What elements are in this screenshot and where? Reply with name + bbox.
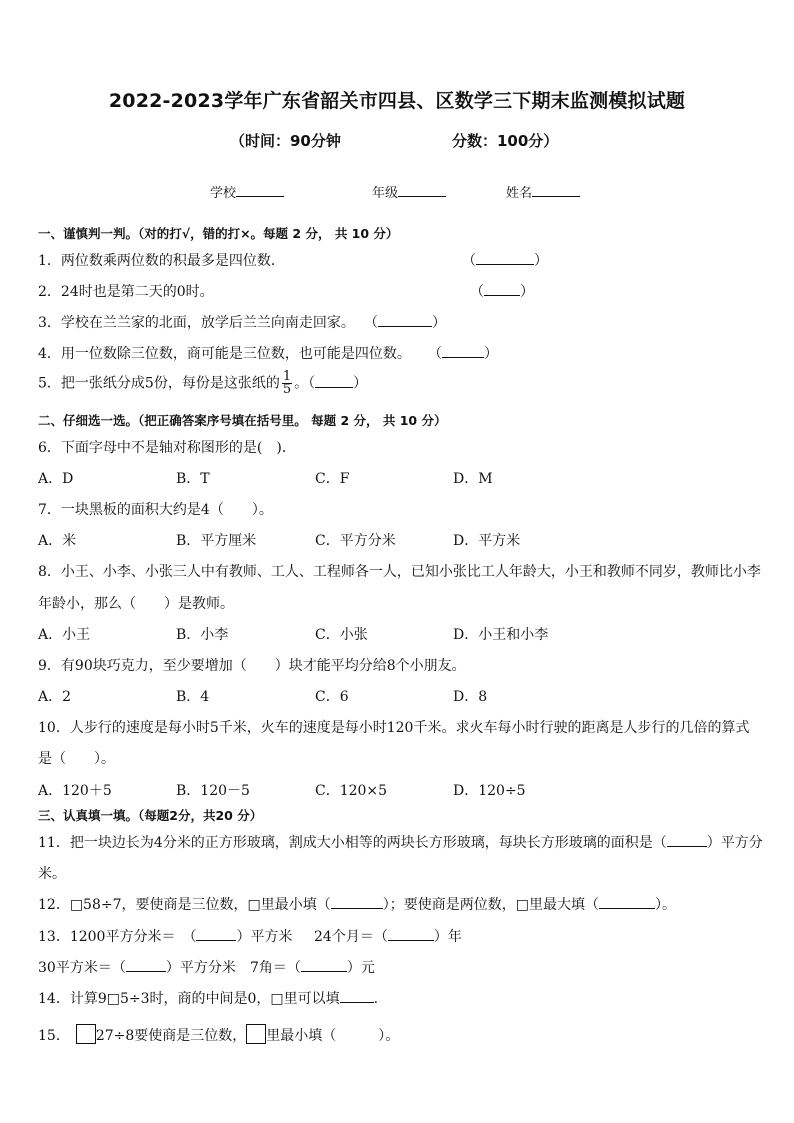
- name-field[interactable]: [506, 182, 580, 201]
- option-7d[interactable]: D．平方米: [453, 533, 521, 549]
- question-13-a: 13．1200平方分米＝ （ ）平方米: [38, 929, 293, 945]
- option-9c[interactable]: C．6: [315, 689, 349, 705]
- option-10c[interactable]: C．120×5: [315, 783, 388, 799]
- question-11-line-2: 米。: [38, 866, 66, 882]
- answer-blank-14[interactable]: [340, 989, 374, 1003]
- section-2-heading: 二、仔细选一选。（把正确答案序号填在括号里。 每题 2 分， 共 10 分）: [38, 413, 447, 428]
- answer-blank-13d[interactable]: [301, 958, 347, 972]
- school-label: 学校: [210, 186, 237, 201]
- question-6: 6．下面字母中不是轴对称图形的是( )．: [38, 440, 296, 456]
- question-13-d: 7角＝（ ）元: [250, 960, 375, 976]
- time-label: （时间：90分钟: [230, 132, 341, 150]
- option-7a[interactable]: A．米: [38, 533, 77, 549]
- option-8d[interactable]: D．小王和小李: [453, 627, 549, 643]
- answer-blank-1[interactable]: （ ）: [462, 253, 548, 269]
- answer-blank-13b[interactable]: [388, 927, 434, 941]
- page-title: 2022-2023学年广东省韶关市四县、区数学三下期末监测模拟试题: [108, 90, 686, 112]
- question-4: 4．用一位数除三位数，商可能是三位数，也可能是四位数。: [38, 346, 411, 362]
- question-11-line-1: 11．把一块边长为4分米的正方形玻璃，割成大小相等的两块长方形玻璃，每块长方形玻璃的面积是（ ）平方分: [38, 835, 763, 851]
- option-8b[interactable]: B．小李: [176, 627, 229, 643]
- answer-blank-11[interactable]: [667, 833, 707, 847]
- answer-blank-12a[interactable]: [331, 895, 383, 909]
- question-15: 15． 27÷8要使商是三位数， 里最小填（ ）。: [38, 1024, 399, 1045]
- question-3: 3．学校在兰兰家的北面，放学后兰兰向南走回家。: [38, 315, 355, 331]
- option-9a[interactable]: A．2: [38, 689, 72, 705]
- section-1-heading: 一、谨慎判一判。（对的打√，错的打×。每题 2 分， 共 10 分）: [38, 226, 399, 241]
- name-blank[interactable]: [532, 184, 580, 197]
- question-14: 14．计算9□5÷3时，商的中间是0，□里可以填 .: [38, 991, 379, 1007]
- answer-blank-12b[interactable]: [599, 895, 655, 909]
- option-10b[interactable]: B．120－5: [176, 783, 250, 799]
- question-1: 1．两位数乘两位数的积最多是四位数．: [38, 253, 285, 269]
- option-6d[interactable]: D．M: [453, 471, 493, 487]
- option-6c[interactable]: C．F: [315, 471, 350, 487]
- option-7b[interactable]: B．平方厘米: [176, 533, 257, 549]
- question-12: 12．□58÷7，要使商是三位数，□里最小填（ ）；要使商是两位数，□里最大填（ ）。: [38, 897, 676, 913]
- section-3-heading: 三、认真填一填。（每题2分，共20 分）: [38, 808, 263, 823]
- grade-blank[interactable]: [398, 184, 446, 197]
- name-label: 姓名: [506, 186, 533, 201]
- question-13-c: 30平方米＝（ ）平方分米: [38, 960, 236, 976]
- answer-blank-13a[interactable]: [196, 927, 236, 941]
- answer-blank-5[interactable]: [315, 374, 353, 388]
- grade-label: 年级: [372, 186, 399, 201]
- question-13-b: 24个月＝（ ）年: [314, 929, 462, 945]
- question-10-line-2: 是（ ）。: [38, 751, 115, 767]
- question-8-line-2: 年龄小，那么（ ）是教师。: [38, 596, 234, 612]
- answer-blank-3[interactable]: （ ）: [364, 315, 446, 331]
- school-field[interactable]: [210, 182, 284, 201]
- answer-blank-13c[interactable]: [126, 958, 166, 972]
- school-blank[interactable]: [236, 184, 284, 197]
- option-6b[interactable]: B．T: [176, 471, 210, 487]
- option-9d[interactable]: D．8: [453, 689, 488, 705]
- option-8c[interactable]: C．小张: [315, 627, 368, 643]
- option-10a[interactable]: A．120＋5: [38, 783, 112, 799]
- option-6a[interactable]: A．D: [38, 471, 74, 487]
- option-9b[interactable]: B．4: [176, 689, 210, 705]
- question-5: 5．把一张纸分成5份，每份是这张纸的 $\frac{1}{5}$ 。（ ）: [38, 369, 368, 397]
- question-9: 9．有90块巧克力，至少要增加（ ）块才能平均分给8个小朋友。: [38, 658, 466, 674]
- question-7: 7．一块黑板的面积大约是4（ ）。: [38, 502, 273, 518]
- option-8a[interactable]: A．小王: [38, 627, 91, 643]
- fraction: $\frac{1}{5}$: [282, 369, 292, 397]
- score-label: 分数：100分）: [452, 132, 559, 150]
- answer-blank-2[interactable]: （ ）: [470, 284, 534, 300]
- question-8-line-1: 8．小王、小李、小张三人中有教师、工人、工程师各一人，已知小张比工人年龄大，小王和教师不同岁，教师比小李: [38, 564, 761, 580]
- question-10-line-1: 10．人步行的速度是每小时5千米，火车的速度是每小时120千米。求火车每小时行驶的距离是人步行的几倍的算式: [38, 720, 750, 736]
- option-7c[interactable]: C．平方分米: [315, 533, 396, 549]
- grade-field[interactable]: [372, 182, 446, 201]
- option-10d[interactable]: D．120÷5: [453, 783, 526, 799]
- answer-box-15a[interactable]: [76, 1024, 96, 1044]
- question-2: 2．24时也是第二天的0时。: [38, 284, 214, 300]
- answer-blank-4[interactable]: （ ）: [428, 346, 498, 362]
- answer-box-15b[interactable]: [246, 1024, 266, 1044]
